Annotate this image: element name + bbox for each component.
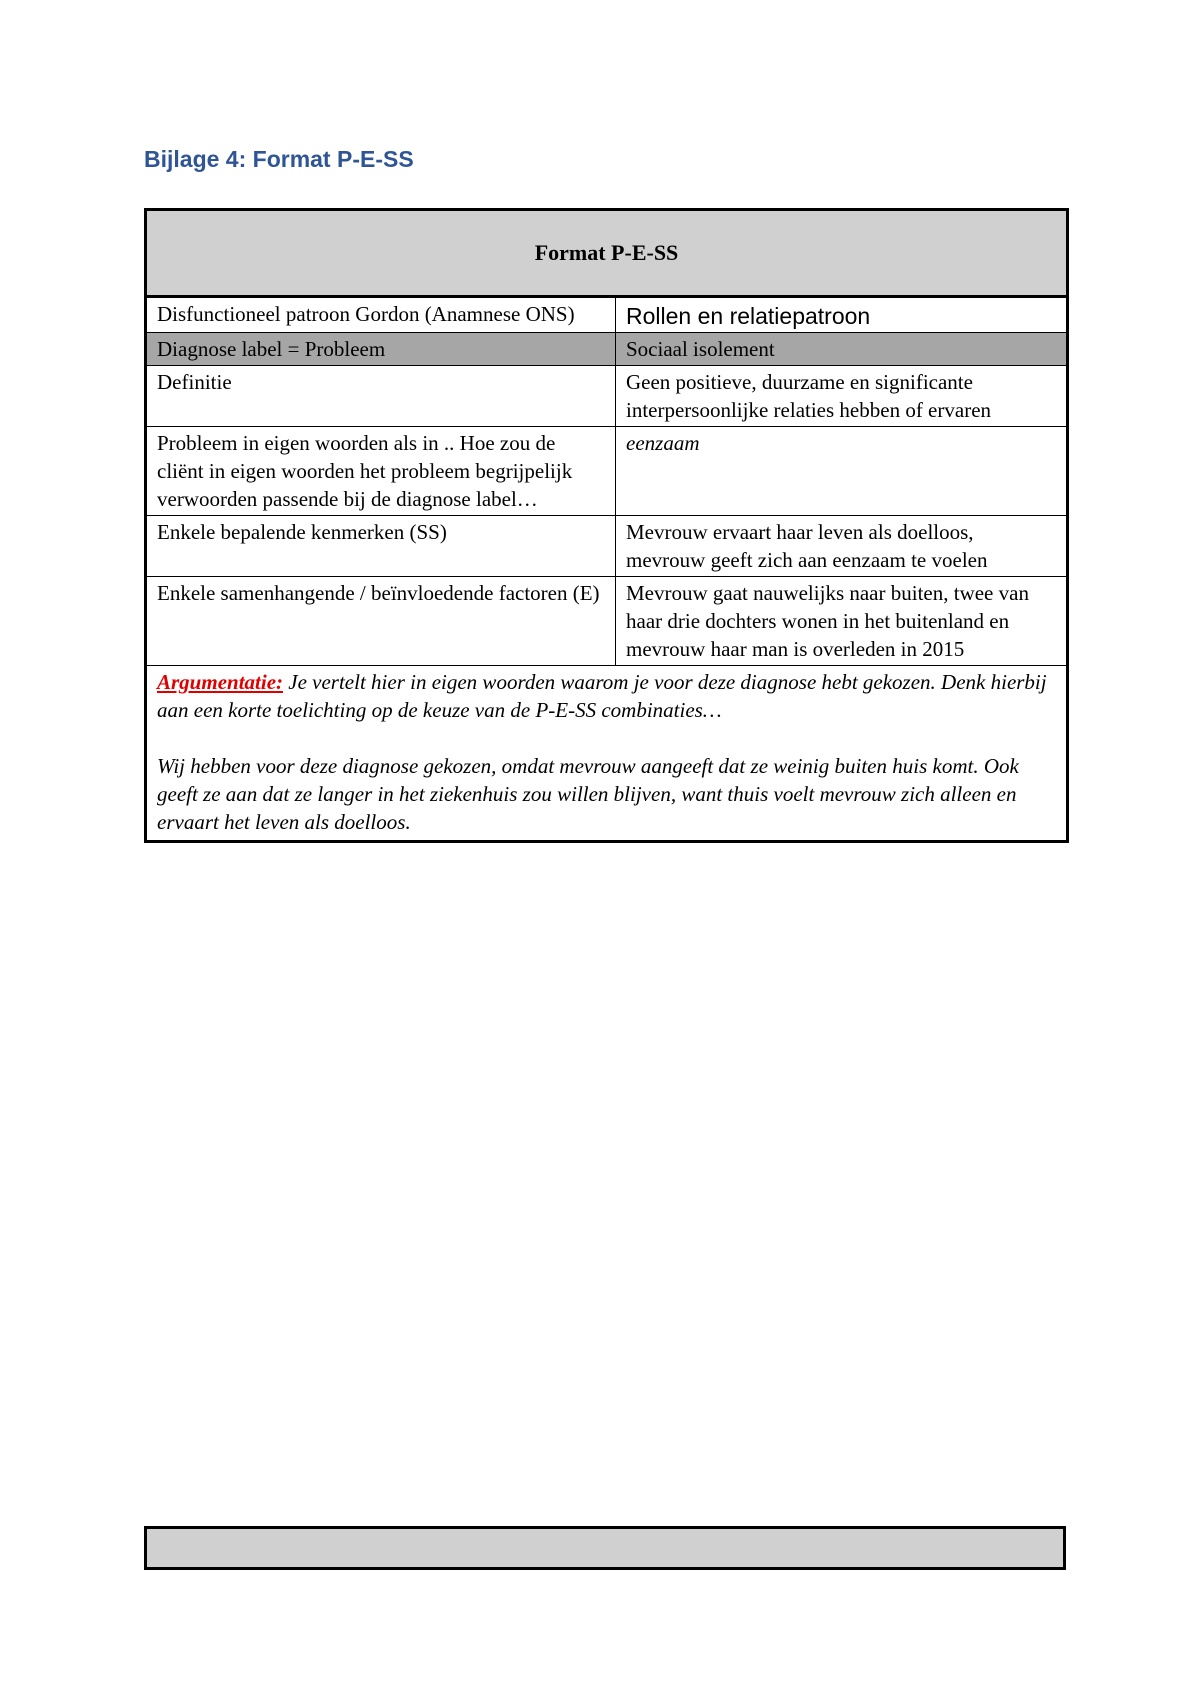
table-row-gordon-pattern [146, 297, 1068, 333]
table-row-diagnosis-label [146, 333, 1068, 366]
row-value-related-factors: Mevrouw gaat nauwelijks naar buiten, twee van haar drie dochters wonen in het buitenland en mevrouw haar man is overleden in 2015 [616, 577, 1068, 666]
row-label-defining-characteristics: Enkele bepalende kenmerken (SS) [146, 516, 616, 577]
row-value-defining-characteristics: Mevrouw ervaart haar leven als doelloos, mevrouw geeft zich aan eenzaam te voelen [616, 516, 1068, 577]
table-row-definition [146, 366, 1068, 427]
table-title-row [146, 210, 1068, 297]
argumentation-spacer [157, 724, 1056, 752]
page-heading: Bijlage 4: Format P-E-SS [144, 146, 414, 172]
argumentation-answer: Wij hebben voor deze diagnose gekozen, omdat mevrouw aangeeft dat ze weinig buiten huis komt. Ook geeft ze aan dat ze langer in het ziekenhuis zou willen blijven, want thuis voelt mevrouw zich alleen en ervaart het leven als doelloos. [157, 754, 1019, 834]
table-row-argumentation [146, 666, 1068, 842]
row-value-own-words: eenzaam [616, 427, 1068, 516]
table-title: Format P-E-SS [146, 210, 1068, 297]
argumentation-instruction: Je vertelt hier in eigen woorden waarom je voor deze diagnose hebt gekozen. Denk hierbij aan een korte toelichting op de keuze van de P-E-SS combinaties… [157, 670, 1047, 722]
table-row-related-factors [146, 577, 1068, 666]
argumentation-label: Argumentatie: [157, 670, 284, 694]
table-row-defining-characteristics [146, 516, 1068, 577]
pess-format-table [144, 208, 1069, 843]
row-label-related-factors: Enkele samenhangende / beïnvloedende factoren (E) [146, 577, 616, 666]
row-label-definition: Definitie [146, 366, 616, 427]
row-label-own-words: Probleem in eigen woorden als in .. Hoe zou de cliënt in eigen woorden het probleem begrijpelijk verwoorden passende bij de diagnose label… [146, 427, 616, 516]
row-value-gordon-pattern: Rollen en relatiepatroon [616, 297, 1068, 333]
argumentation-cell [146, 666, 1068, 842]
argumentation-instruction-paragraph [157, 668, 1056, 724]
row-value-definition: Geen positieve, duurzame en significante interpersoonlijke relaties hebben of ervaren [616, 366, 1068, 427]
row-label-diagnosis-label: Diagnose label = Probleem [146, 333, 616, 366]
table-row-own-words [146, 427, 1068, 516]
row-value-diagnosis-label: Sociaal isolement [616, 333, 1068, 366]
row-label-gordon-pattern: Disfunctioneel patroon Gordon (Anamnese ONS) [146, 297, 616, 333]
footer-grey-box [144, 1526, 1066, 1570]
